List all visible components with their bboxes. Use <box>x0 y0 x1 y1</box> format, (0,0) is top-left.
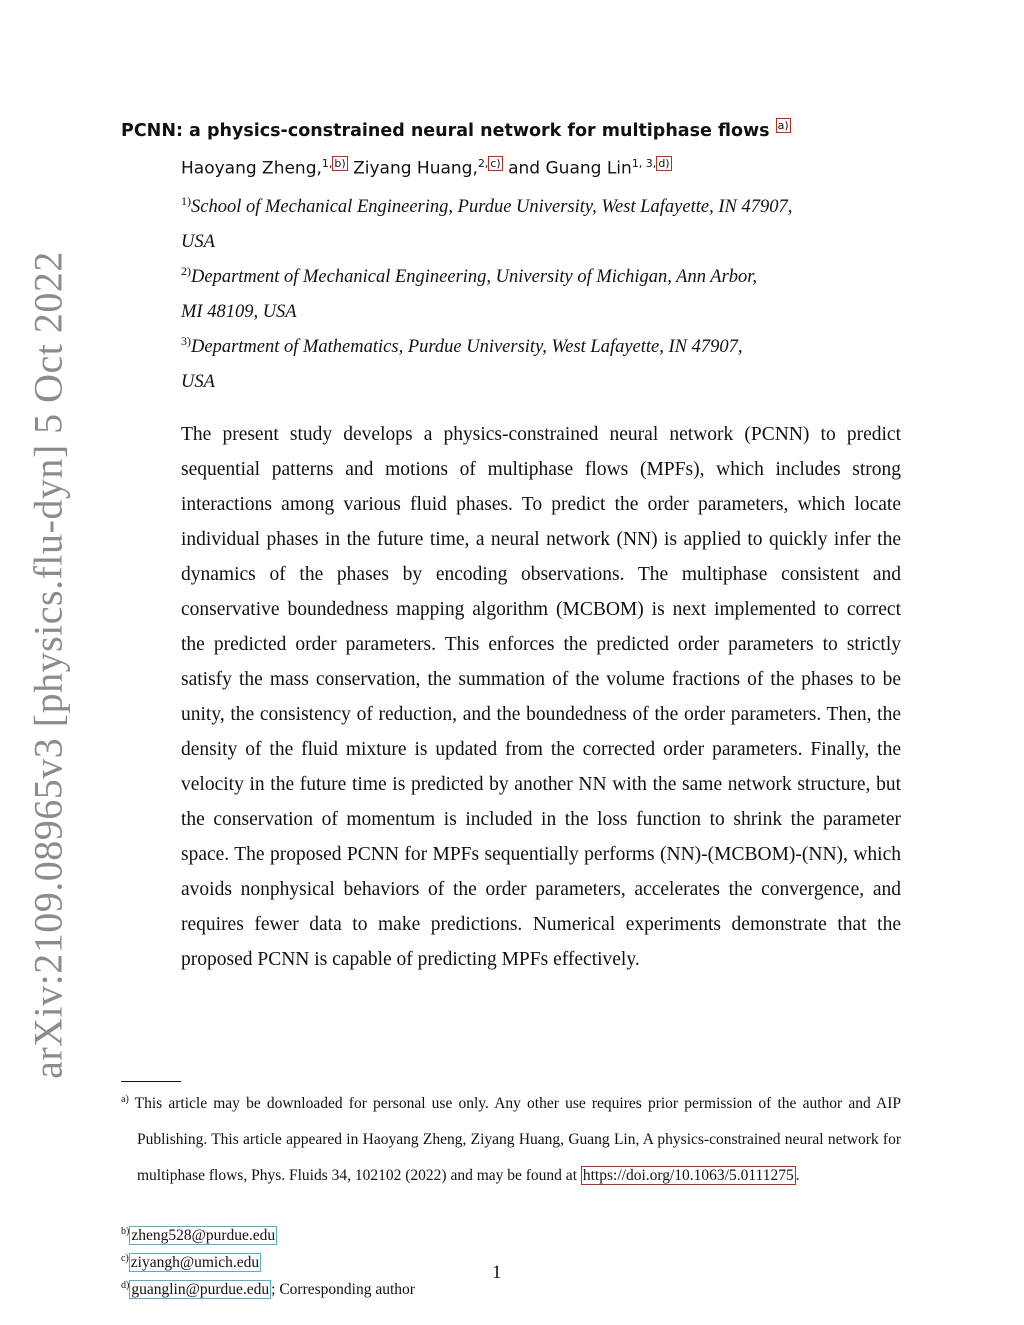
affiliation-2 <box>181 260 901 330</box>
email-link-lin[interactable]: guanglin@purdue.edu <box>131 1281 270 1298</box>
footnote-end: . <box>795 1167 800 1184</box>
affiliation-text: Department of Mathematics, Purdue University, West Lafayette, IN 47907, <box>191 337 743 357</box>
author-footnote-link[interactable]: c) <box>490 157 501 170</box>
email-link-huang[interactable]: ziyangh@umich.edu <box>130 1254 260 1271</box>
affiliation-number: 1) <box>181 193 191 208</box>
author-affiliation-mark: 1, <box>321 157 333 170</box>
footnote-text: This article may be downloaded for personal use only. Any other use requires prior permission of the author and AIP Publishing. This article appeared in Haoyang Zheng, Ziyang Huang, Guang Lin, A physics-constrained neural network for multiphase flows, Phys. Fluids 34, 102102 (2022) and may be found at <box>134 1095 901 1184</box>
paper-title <box>121 120 791 141</box>
affiliation-1 <box>181 190 901 260</box>
footnote-c <box>121 1249 901 1277</box>
footnote-mark: b) <box>121 1225 130 1237</box>
footnote-a-body <box>121 1086 901 1194</box>
abstract: The present study develops a physics-constrained neural network (PCNN) to predict sequential patterns and motions of multiphase flows (MPFs), which includes strong interactions among various fluid phases. To predict the order parameters, which locate individual phases in the future time, a neural network (NN) is applied to quickly infer the dynamics of the phases by encoding observations. The multiphase consistent and conservative boundedness mapping algorithm (MCBOM) is next implemented to correct the predicted order parameters. This enforces the predicted order parameters to strictly satisfy the mass conservation, the summation of the volume fractions of the phases to be unity, the consistency of reduction, and the boundedness of the order parameters. Then, the density of the fluid mixture is updated from the corrected order parameters. Finally, the velocity in the future time is predicted by another NN with the same network structure, but the conservation of momentum is included in the loss function to shrink the parameter space. The proposed PCNN for MPFs sequentially performs (NN)-(MCBOM)-(NN), which avoids nonphysical behaviors of the order parameters, accelerates the convergence, and requires fewer data to make predictions. Numerical experiments demonstrate that the proposed PCNN is capable of predicting MPFs effectively. <box>181 424 901 970</box>
footnote-suffix: ; Corresponding author <box>271 1281 415 1298</box>
author-affiliation-mark: 2, <box>477 157 489 170</box>
affiliation-number: 3) <box>181 333 191 348</box>
affiliation-3 <box>181 330 901 400</box>
footnote-divider <box>121 1081 181 1082</box>
author-name: Haoyang Zheng, <box>181 158 322 179</box>
footnote-mark: d) <box>121 1279 130 1291</box>
author-name: Ziyang Huang, <box>353 158 478 179</box>
title-footnote-link[interactable]: a) <box>777 119 789 132</box>
footnote-d <box>121 1276 901 1304</box>
title-text: PCNN: a physics-constrained neural network for multiphase flows <box>121 120 770 141</box>
arxiv-stamp <box>18 251 78 1079</box>
arxiv-stamp-text: arXiv:2109.08965v3 [physics.flu-dyn] 5 Oct 2022 <box>25 251 71 1079</box>
footnote-mark: c) <box>121 1252 129 1264</box>
author-affiliation-mark: 1, 3, <box>631 157 657 170</box>
footnote-a <box>121 1086 901 1194</box>
affiliation-text-cont: USA <box>181 232 215 252</box>
page-number: 1 <box>492 1262 502 1283</box>
affiliation-number: 2) <box>181 263 191 278</box>
email-link-zheng[interactable]: zheng528@purdue.edu <box>131 1227 276 1244</box>
affiliation-text: Department of Mechanical Engineering, University of Michigan, Ann Arbor, <box>191 267 758 287</box>
footnote-b <box>121 1222 901 1250</box>
footnote-mark: a) <box>121 1093 129 1105</box>
affiliation-text-cont: USA <box>181 372 215 392</box>
affiliation-text: School of Mechanical Engineering, Purdue University, West Lafayette, IN 47907, <box>191 197 793 217</box>
author-name: and Guang Lin <box>508 158 632 179</box>
affiliation-text-cont: MI 48109, USA <box>181 302 297 322</box>
author-footnote-link[interactable]: b) <box>334 157 346 170</box>
author-list <box>181 158 672 179</box>
doi-link[interactable]: https://doi.org/10.1063/5.0111275 <box>582 1167 794 1184</box>
author-footnote-link[interactable]: d) <box>658 157 670 170</box>
